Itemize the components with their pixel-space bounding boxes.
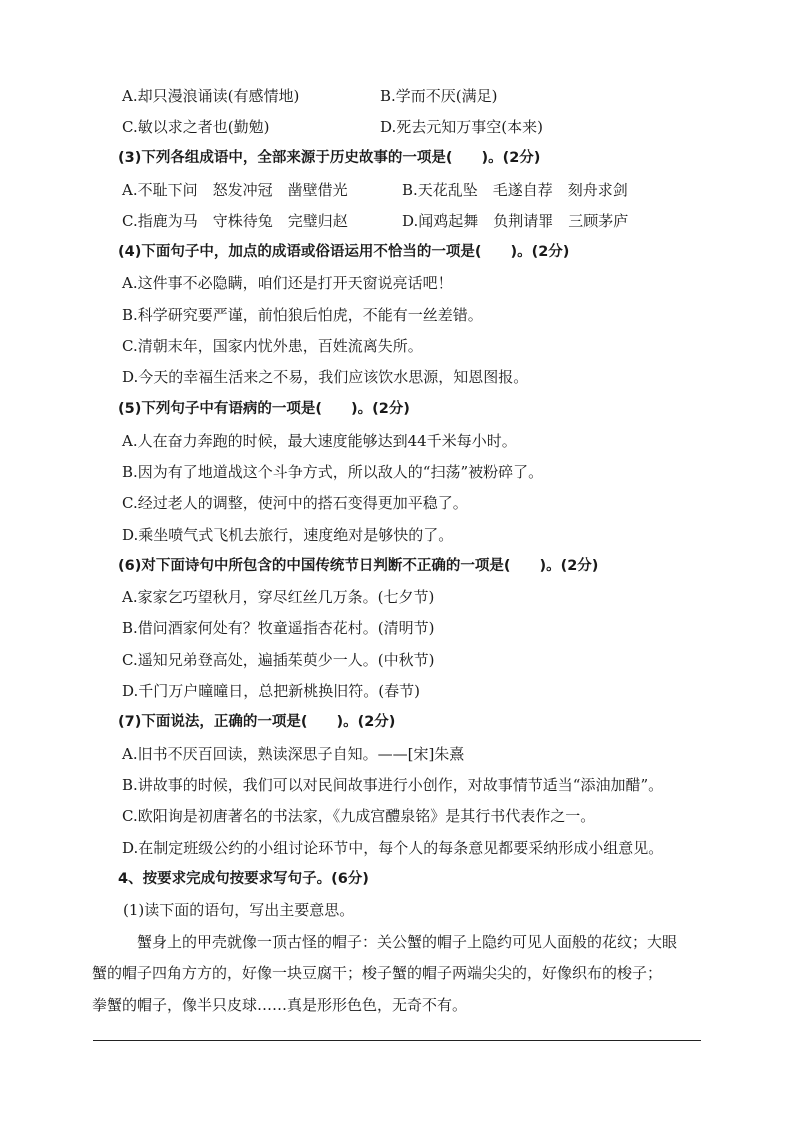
q2-option-d: D.死去元知万事空(本来) xyxy=(380,118,543,136)
passage-line-1: 蟹身上的甲壳就像一顶古怪的帽子：关公蟹的帽子上隐约可见人面般的花纹；大眼 xyxy=(137,933,678,951)
q3-option-a: A.不耻下问 怒发冲冠 凿壁借光 xyxy=(122,181,348,199)
q5-title: (5)下列句子中有语病的一项是( )。(2分) xyxy=(118,401,410,417)
q6-option-a: A.家家乞巧望秋月，穿尽红丝几万条。(七夕节) xyxy=(122,588,435,606)
q6-title: (6)对下面诗句中所包含的中国传统节日判断不正确的一项是( )。(2分) xyxy=(118,558,599,574)
q6-option-d: D.千门万户曈曈日，总把新桃换旧符。(春节) xyxy=(122,682,420,700)
q5-option-d: D.乘坐喷气式飞机去旅行，速度绝对是够快的了。 xyxy=(122,526,454,544)
passage-line-3: 拳蟹的帽子，像半只皮球……真是形形色色，无奇不有。 xyxy=(92,996,468,1014)
q2-option-b: B.学而不厌(满足) xyxy=(380,87,498,105)
q3-option-b: B.天花乱坠 毛遂自荐 刻舟求剑 xyxy=(402,181,628,199)
q2-option-c: C.敏以求之者也(勤勉) xyxy=(122,118,270,136)
q2-option-a: A.却只漫浪诵读(有感情地) xyxy=(122,87,300,105)
q3-title: (3)下列各组成语中，全部来源于历史故事的一项是( )。(2分) xyxy=(118,150,541,166)
q3-option-c: C.指鹿为马 守株待兔 完璧归赵 xyxy=(122,212,348,230)
q6-option-c: C.遥知兄弟登高处，遍插茱萸少一人。(中秋节) xyxy=(122,651,435,669)
q5-option-a: A.人在奋力奔跑的时候，最大速度能够达到44千米每小时。 xyxy=(122,432,517,450)
q4-option-c: C.清朝末年，国家内忧外患，百姓流离失所。 xyxy=(122,337,423,355)
q5-option-c: C.经过老人的调整，使河中的搭石变得更加平稳了。 xyxy=(122,494,468,512)
q4-option-a: A.这件事不必隐瞒，咱们还是打开天窗说亮话吧！ xyxy=(122,274,453,292)
q4-option-b: B.科学研究要严谨，前怕狼后怕虎，不能有一丝差错。 xyxy=(122,306,483,324)
section4-title: 4、按要求完成句按要求写句子。(6分) xyxy=(118,871,369,887)
q7-option-c: C.欧阳询是初唐著名的书法家，《九成宫醴泉铭》是其行书代表作之一。 xyxy=(122,807,596,825)
q7-title: (7)下面说法，正确的一项是( )。(2分) xyxy=(118,714,396,730)
q3-option-d: D.闻鸡起舞 负荆请罪 三顾茅庐 xyxy=(402,212,629,230)
q6-option-b: B.借问酒家何处有？牧童遥指杏花村。(清明节) xyxy=(122,619,435,637)
q4-title: (4)下面句子中，加点的成语或俗语运用不恰当的一项是( )。(2分) xyxy=(118,244,570,260)
q4-option-d: D.今天的幸福生活来之不易，我们应该饮水思源，知恩图报。 xyxy=(122,368,529,386)
q7-option-d: D.在制定班级公约的小组讨论环节中，每个人的每条意见都要采纳形成小组意见。 xyxy=(122,839,664,857)
answer-line xyxy=(93,1040,701,1041)
q7-option-a: A.旧书不厌百回读，熟读深思子自知。——[宋]朱熹 xyxy=(122,745,465,763)
q7-option-b: B.讲故事的时候，我们可以对民间故事进行小创作，对故事情节适当“添油加醋”。 xyxy=(122,776,664,794)
q5-option-b: B.因为有了地道战这个斗争方式，所以敌人的“扫荡”被粉碎了。 xyxy=(122,463,544,481)
passage-line-2: 蟹的帽子四角方方的，好像一块豆腐干；梭子蟹的帽子两端尖尖的，好像织布的梭子； xyxy=(92,964,663,982)
section4-subquestion-1: (1)读下面的语句，写出主要意思。 xyxy=(123,901,355,919)
